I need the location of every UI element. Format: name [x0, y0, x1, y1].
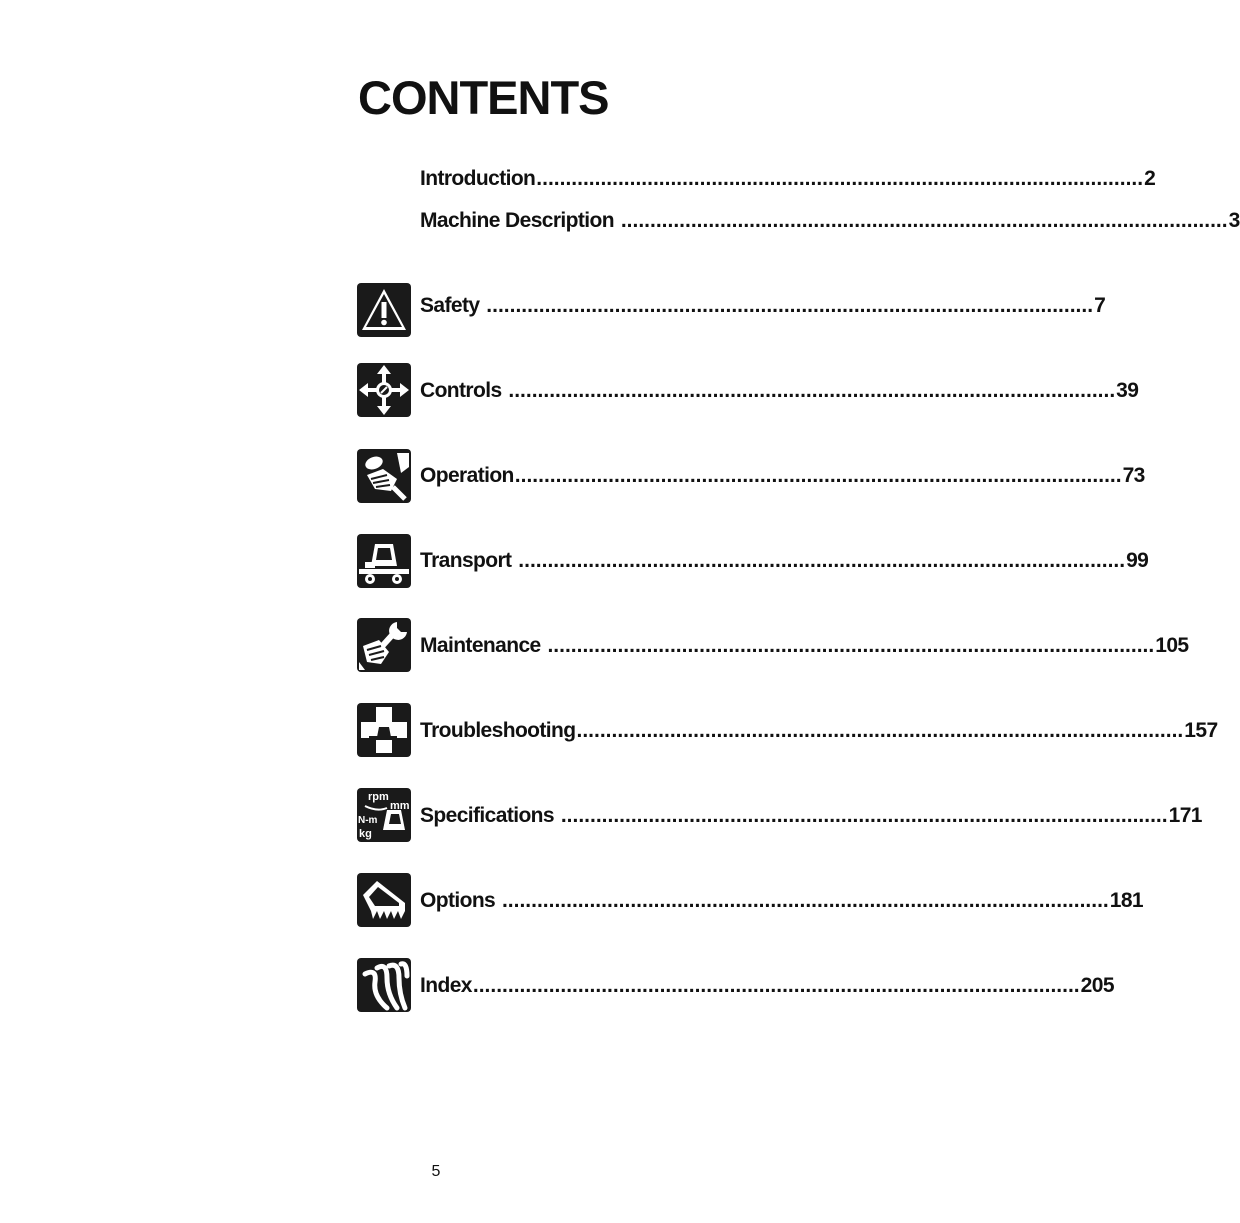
toc-label: Machine Description: [420, 209, 614, 232]
kg-label: kg: [359, 828, 372, 840]
toc-label: Transport: [420, 549, 512, 572]
toc-entry-troubleshooting[interactable]: [420, 719, 1218, 742]
toc-entry-safety[interactable]: [420, 294, 1106, 317]
dot-leader: ........................................................................................................: [496, 889, 1109, 912]
toc-entry-machine-description[interactable]: [420, 209, 1240, 232]
bucket-attachment-icon: [357, 873, 411, 927]
toc-label: Options: [420, 889, 496, 912]
toc-entry-transport[interactable]: [420, 549, 1149, 572]
warning-icon: [357, 283, 411, 337]
toc-label: Operation: [420, 464, 514, 487]
toc-page-number: 157: [1184, 719, 1218, 742]
nm-label: N-m: [358, 815, 378, 826]
rpm-label: rpm: [368, 791, 389, 803]
dot-leader: ........................................................................................................: [514, 464, 1122, 487]
toc-entry-index[interactable]: [420, 974, 1114, 997]
toc-page-number: 73: [1122, 464, 1145, 487]
dot-leader: ........................................................................................................: [576, 719, 1184, 742]
page-number: 5: [431, 1163, 441, 1180]
toc-entry-controls[interactable]: [420, 379, 1139, 402]
first-aid-cross-icon: [357, 703, 411, 757]
controls-arrows-icon: [357, 363, 411, 417]
toc-page-number: 2: [1144, 167, 1156, 190]
toc-entry-specifications[interactable]: [420, 804, 1202, 827]
toc-label: Troubleshooting: [420, 719, 576, 742]
dot-leader: ........................................................................................................: [512, 549, 1126, 572]
toc-page-number: 105: [1155, 634, 1189, 657]
toc-entry-options[interactable]: [420, 889, 1143, 912]
toc-page-number: 3: [1228, 209, 1240, 232]
toc-page-number: 205: [1080, 974, 1114, 997]
dot-leader: ........................................................................................................: [502, 379, 1116, 402]
dot-leader: ........................................................................................................: [614, 209, 1228, 232]
toc-entry-maintenance[interactable]: [420, 634, 1189, 657]
specifications-icon: [357, 788, 411, 842]
toc-page-number: 99: [1126, 549, 1149, 572]
dot-leader: ........................................................................................................: [480, 294, 1094, 317]
toc-label: Controls: [420, 379, 502, 402]
operator-hand-icon: [357, 449, 411, 503]
toc-entry-operation[interactable]: [420, 464, 1145, 487]
toc-label: Safety: [420, 294, 480, 317]
toc-page-number: 7: [1094, 294, 1106, 317]
toc-label: Specifications: [420, 804, 554, 827]
toc-page-number: 39: [1116, 379, 1139, 402]
index-tabs-icon: [357, 958, 411, 1012]
toc-page-number: 181: [1109, 889, 1143, 912]
trailer-transport-icon: [357, 534, 411, 588]
dot-leader: ........................................................................................................: [554, 804, 1168, 827]
toc-page-number: 171: [1168, 804, 1202, 827]
toc-entry-introduction[interactable]: [420, 167, 1156, 190]
dot-leader: ........................................................................................................: [536, 167, 1144, 190]
toc-label: Maintenance: [420, 634, 541, 657]
dot-leader: ........................................................................................................: [472, 974, 1080, 997]
wrench-hand-icon: [357, 618, 411, 672]
dot-leader: ........................................................................................................: [541, 634, 1155, 657]
page-title: CONTENTS: [358, 71, 609, 124]
toc-label: Introduction: [420, 167, 536, 190]
mm-label: mm: [390, 800, 410, 812]
toc-label: Index: [420, 974, 472, 997]
